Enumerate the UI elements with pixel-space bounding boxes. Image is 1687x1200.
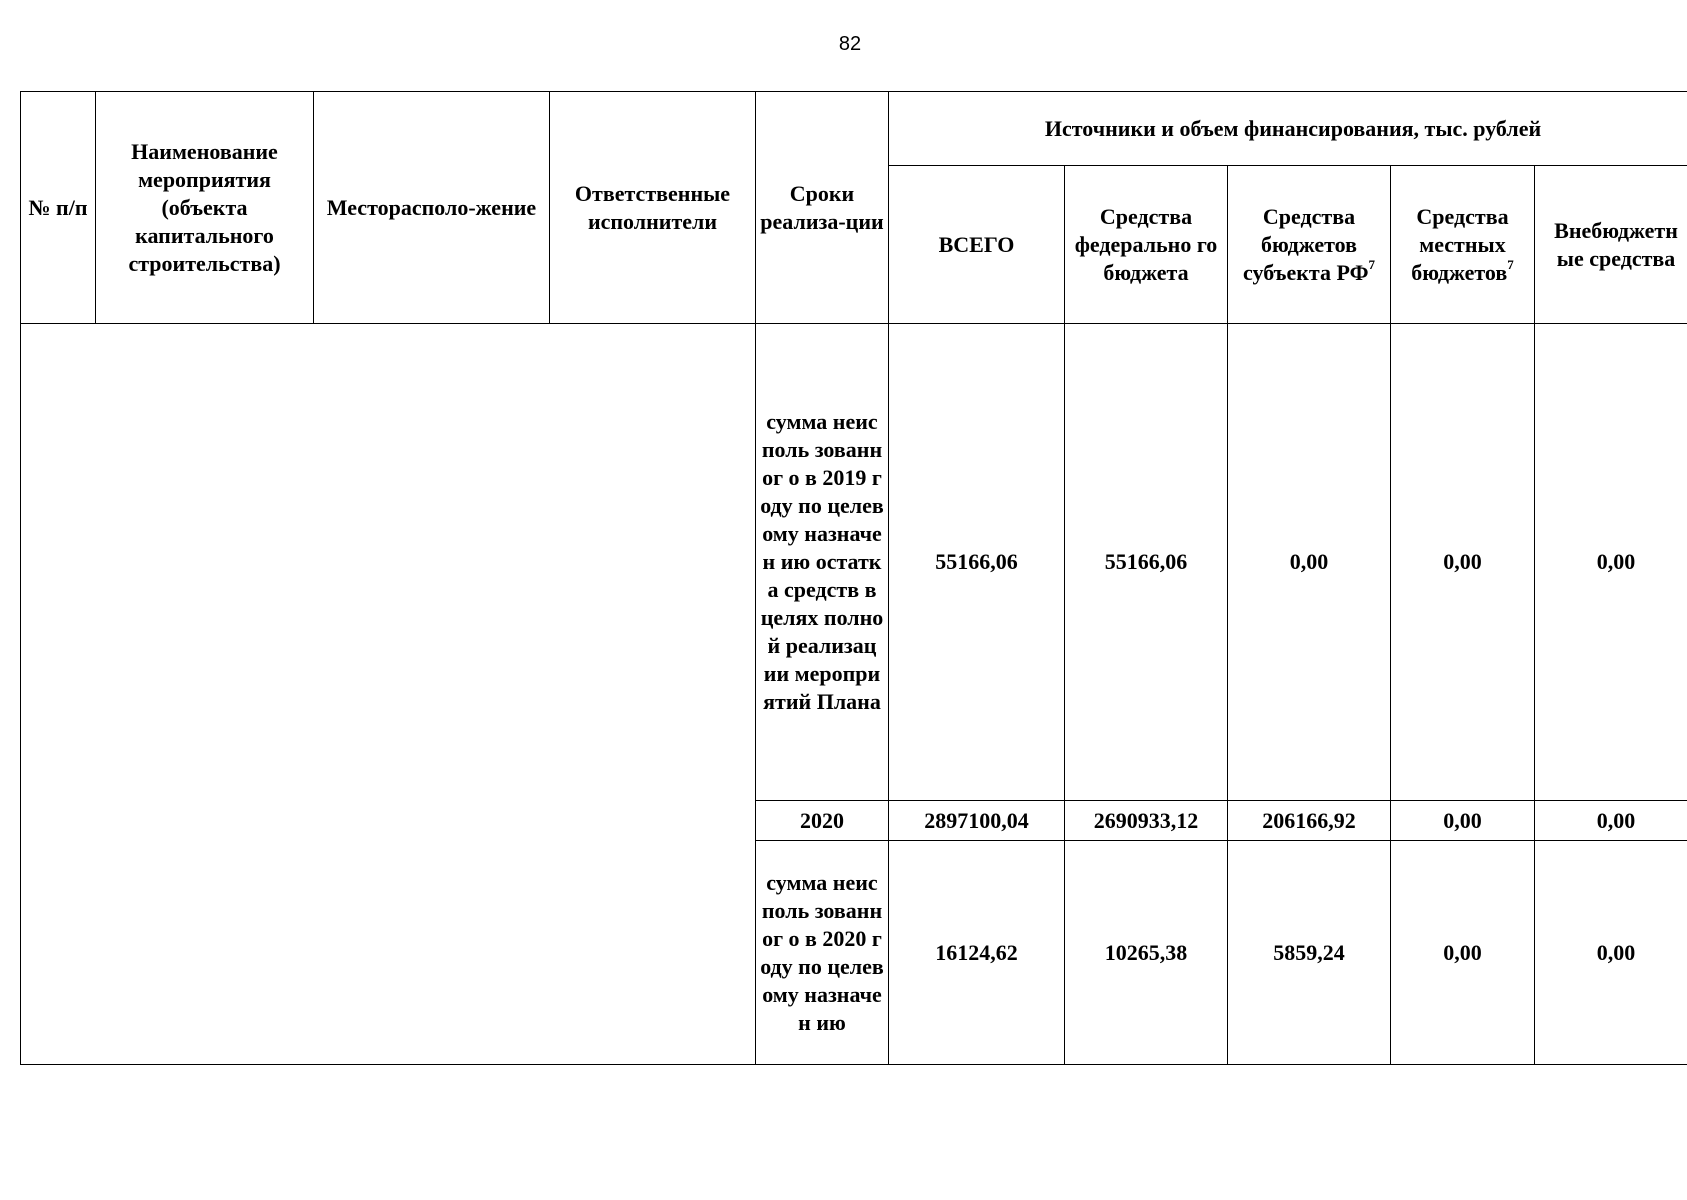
row-extra: 0,00	[1535, 841, 1687, 1065]
row-term: 2020	[756, 801, 889, 841]
row-local: 0,00	[1391, 841, 1535, 1065]
header-name: Наименование мероприятия (объекта капитального строительства)	[96, 92, 314, 324]
row-extra: 0,00	[1535, 324, 1687, 801]
header-row-top	[21, 92, 1687, 166]
header-subject-footnote: 7	[1368, 257, 1375, 273]
row-extra: 0,00	[1535, 801, 1687, 841]
header-responsible: Ответственные исполнители	[550, 92, 756, 324]
header-terms: Сроки реализа-ции	[756, 92, 889, 324]
header-subject-label: Средства бюджетов субъекта РФ	[1243, 203, 1369, 285]
row-term: сумма неисполь зованног о в 2020 году по целевому назначен ию	[756, 841, 889, 1065]
header-total: ВСЕГО	[889, 166, 1065, 324]
header-num: № п/п	[21, 92, 96, 324]
header-local-label: Средства местных бюджетов	[1411, 203, 1509, 285]
row-total: 16124,62	[889, 841, 1065, 1065]
row-total: 55166,06	[889, 324, 1065, 801]
row-federal: 10265,38	[1065, 841, 1228, 1065]
header-funding-group: Источники и объем финансирования, тыс. рублей	[889, 92, 1687, 166]
merged-empty-cell	[21, 324, 756, 1065]
row-federal: 2690933,12	[1065, 801, 1228, 841]
row-subject: 206166,92	[1228, 801, 1391, 841]
page-number: 82	[838, 33, 862, 55]
header-extra: Внебюджетн ые средства	[1535, 166, 1687, 324]
header-federal: Средства федерально го бюджета	[1065, 166, 1228, 324]
row-federal: 55166,06	[1065, 324, 1228, 801]
row-total: 2897100,04	[889, 801, 1065, 841]
row-subject: 5859,24	[1228, 841, 1391, 1065]
header-location: Месторасполо-жение	[314, 92, 550, 324]
header-local-footnote: 7	[1507, 257, 1514, 273]
row-local: 0,00	[1391, 324, 1535, 801]
row-local: 0,00	[1391, 801, 1535, 841]
financing-table	[20, 91, 1687, 1065]
header-local	[1391, 166, 1535, 324]
header-subject	[1228, 166, 1391, 324]
row-term: сумма неисполь зованног о в 2019 году по целевому назначен ию остатка средств в целях полной реализац ии меропри ятий Плана	[756, 324, 889, 801]
table-row	[21, 324, 1687, 801]
row-subject: 0,00	[1228, 324, 1391, 801]
